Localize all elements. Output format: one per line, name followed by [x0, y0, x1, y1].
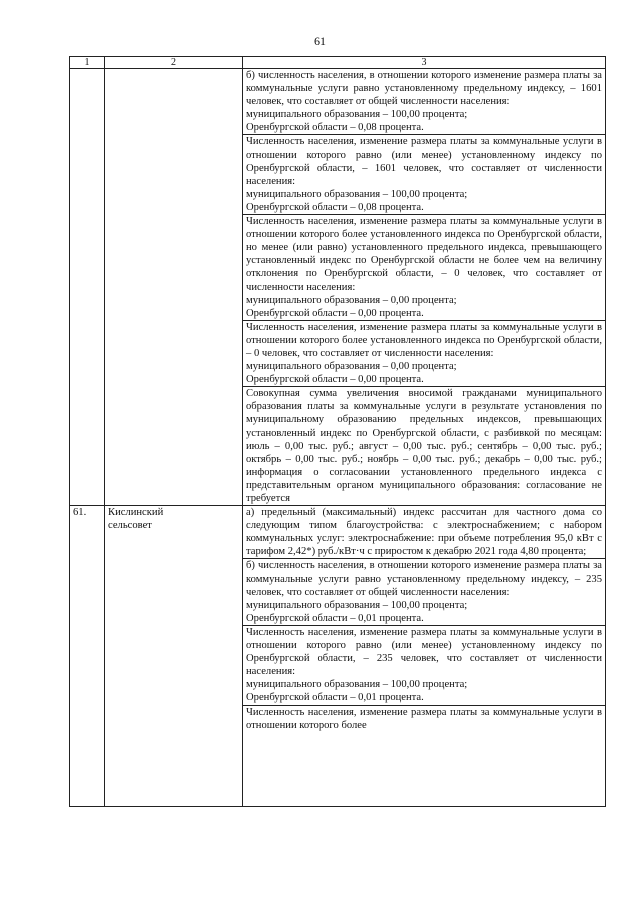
- row-number-cell: 61.: [70, 506, 105, 807]
- paragraph-population-at-or-below-regional-index: [243, 135, 605, 215]
- table-row-continued: [70, 69, 606, 506]
- row-name-cell: [105, 69, 243, 506]
- paragraph-population-above-regional-within-limit: [243, 706, 605, 732]
- document-table: [69, 56, 606, 807]
- row-content-cell: [243, 69, 606, 506]
- text-line: Оренбургской области – 0,01 процента.: [246, 612, 424, 624]
- header-col-1: 1: [70, 57, 105, 69]
- text-line: Оренбургской области – 0,01 процента.: [246, 692, 424, 704]
- text-line: муниципального образования – 0,00 процента;: [246, 294, 457, 306]
- text-line: Совокупная сумма увеличения вносимой гражданами муниципального образования платы за коммунальные услуги в результате установления по муниципальному образованию предельных индексов, превышающих установленный индекс по Оренбургской области, с разбивкой по месяцам: июль – 0,00 тыс. руб.; август – 0,00 тыс. руб.; сентябрь – 0,00 тыс. руб.; октябрь – 0,00 тыс. руб.; ноябрь – 0,00 тыс. руб.; декабрь – 0,00 тыс. руб.; информация о согласовании установленного предельного индекса с представительным органом муниципального образования: согласование не требуется: [246, 388, 602, 504]
- paragraph-index-calculation: [243, 506, 605, 559]
- table-header-row: [70, 57, 606, 69]
- municipality-name-line: Кислинский: [108, 507, 164, 519]
- text-line: муниципального образования – 100,00 процента;: [246, 599, 468, 611]
- paragraph-population-at-index: [243, 559, 605, 625]
- text-line: Численность населения, изменение размера платы за коммунальные услуги в отношении которого более установленного индекса по Оренбургской области, но менее (или равно) установленного предельного индекса, превышающего установленный индекс по Оренбургской области не более чем на величину отклонения по Оренбургской области, – 0 человек, что составляет от численности населения:: [246, 216, 602, 293]
- page-number: 61: [314, 34, 326, 48]
- paragraph-population-above-regional-within-limit: [243, 215, 605, 321]
- text-line: б) численность населения, в отношении которого изменение размера платы за коммунальные услуги равно установленному предельному индексу, – 1601 человек, что составляет от общей численности населения:: [246, 70, 602, 108]
- text-line: Численность населения, изменение размера платы за коммунальные услуги в отношении которого равно (или менее) установленному индексу по Оренбургской области, – 1601 человек, что составляет от численности населения:: [246, 136, 602, 187]
- text-line: Оренбургской области – 0,08 процента.: [246, 122, 424, 134]
- row-name-cell: [105, 506, 243, 807]
- table-row-61: [70, 506, 606, 807]
- paragraph-population-at-or-below-regional-index: [243, 626, 605, 706]
- row-number-cell: [70, 69, 105, 506]
- header-col-2: 2: [105, 57, 243, 69]
- paragraph-total-increase: [243, 387, 605, 505]
- paragraph-population-at-index: [243, 69, 605, 135]
- text-line: Численность населения, изменение размера платы за коммунальные услуги в отношении которого более установленного индекса по Оренбургской области, – 0 человек, что составляет от численности населения:: [246, 321, 602, 359]
- text-line: муниципального образования – 0,00 процента;: [246, 361, 457, 373]
- text-line: муниципального образования – 100,00 процента;: [246, 679, 468, 691]
- text-line: муниципального образования – 100,00 процента;: [246, 188, 468, 200]
- text-line: а) предельный (максимальный) индекс рассчитан для частного дома со следующим типом благоустройства: с электроснабжением; с набором коммунальных услуг: электроснабжение: при объеме потребления 95,0 кВт с тарифом 2,42*) руб./кВт·ч с приростом к декабрю 2021 года 4,80 процента;: [246, 507, 602, 558]
- header-col-3: 3: [243, 57, 606, 69]
- text-line: Оренбургской области – 0,00 процента.: [246, 374, 424, 386]
- text-line: Численность населения, изменение размера платы за коммунальные услуги в отношении которого равно (или менее) установленному индексу по Оренбургской области, – 235 человек, что составляет от численности населения:: [246, 626, 602, 678]
- text-line: б) численность населения, в отношении которого изменение размера платы за коммунальные услуги равно установленному предельному индексу, – 235 человек, что составляет от общей численности населения:: [246, 560, 602, 598]
- paragraph-population-above-regional-index: [243, 321, 605, 387]
- text-line: Оренбургской области – 0,00 процента.: [246, 307, 424, 319]
- text-line: Оренбургской области – 0,08 процента.: [246, 201, 424, 213]
- text-line: муниципального образования – 100,00 процента;: [246, 109, 468, 121]
- municipality-name-line: сельсовет: [108, 520, 152, 532]
- row-content-cell: [243, 506, 606, 807]
- text-line: Численность населения, изменение размера платы за коммунальные услуги в отношении которого более: [246, 706, 602, 731]
